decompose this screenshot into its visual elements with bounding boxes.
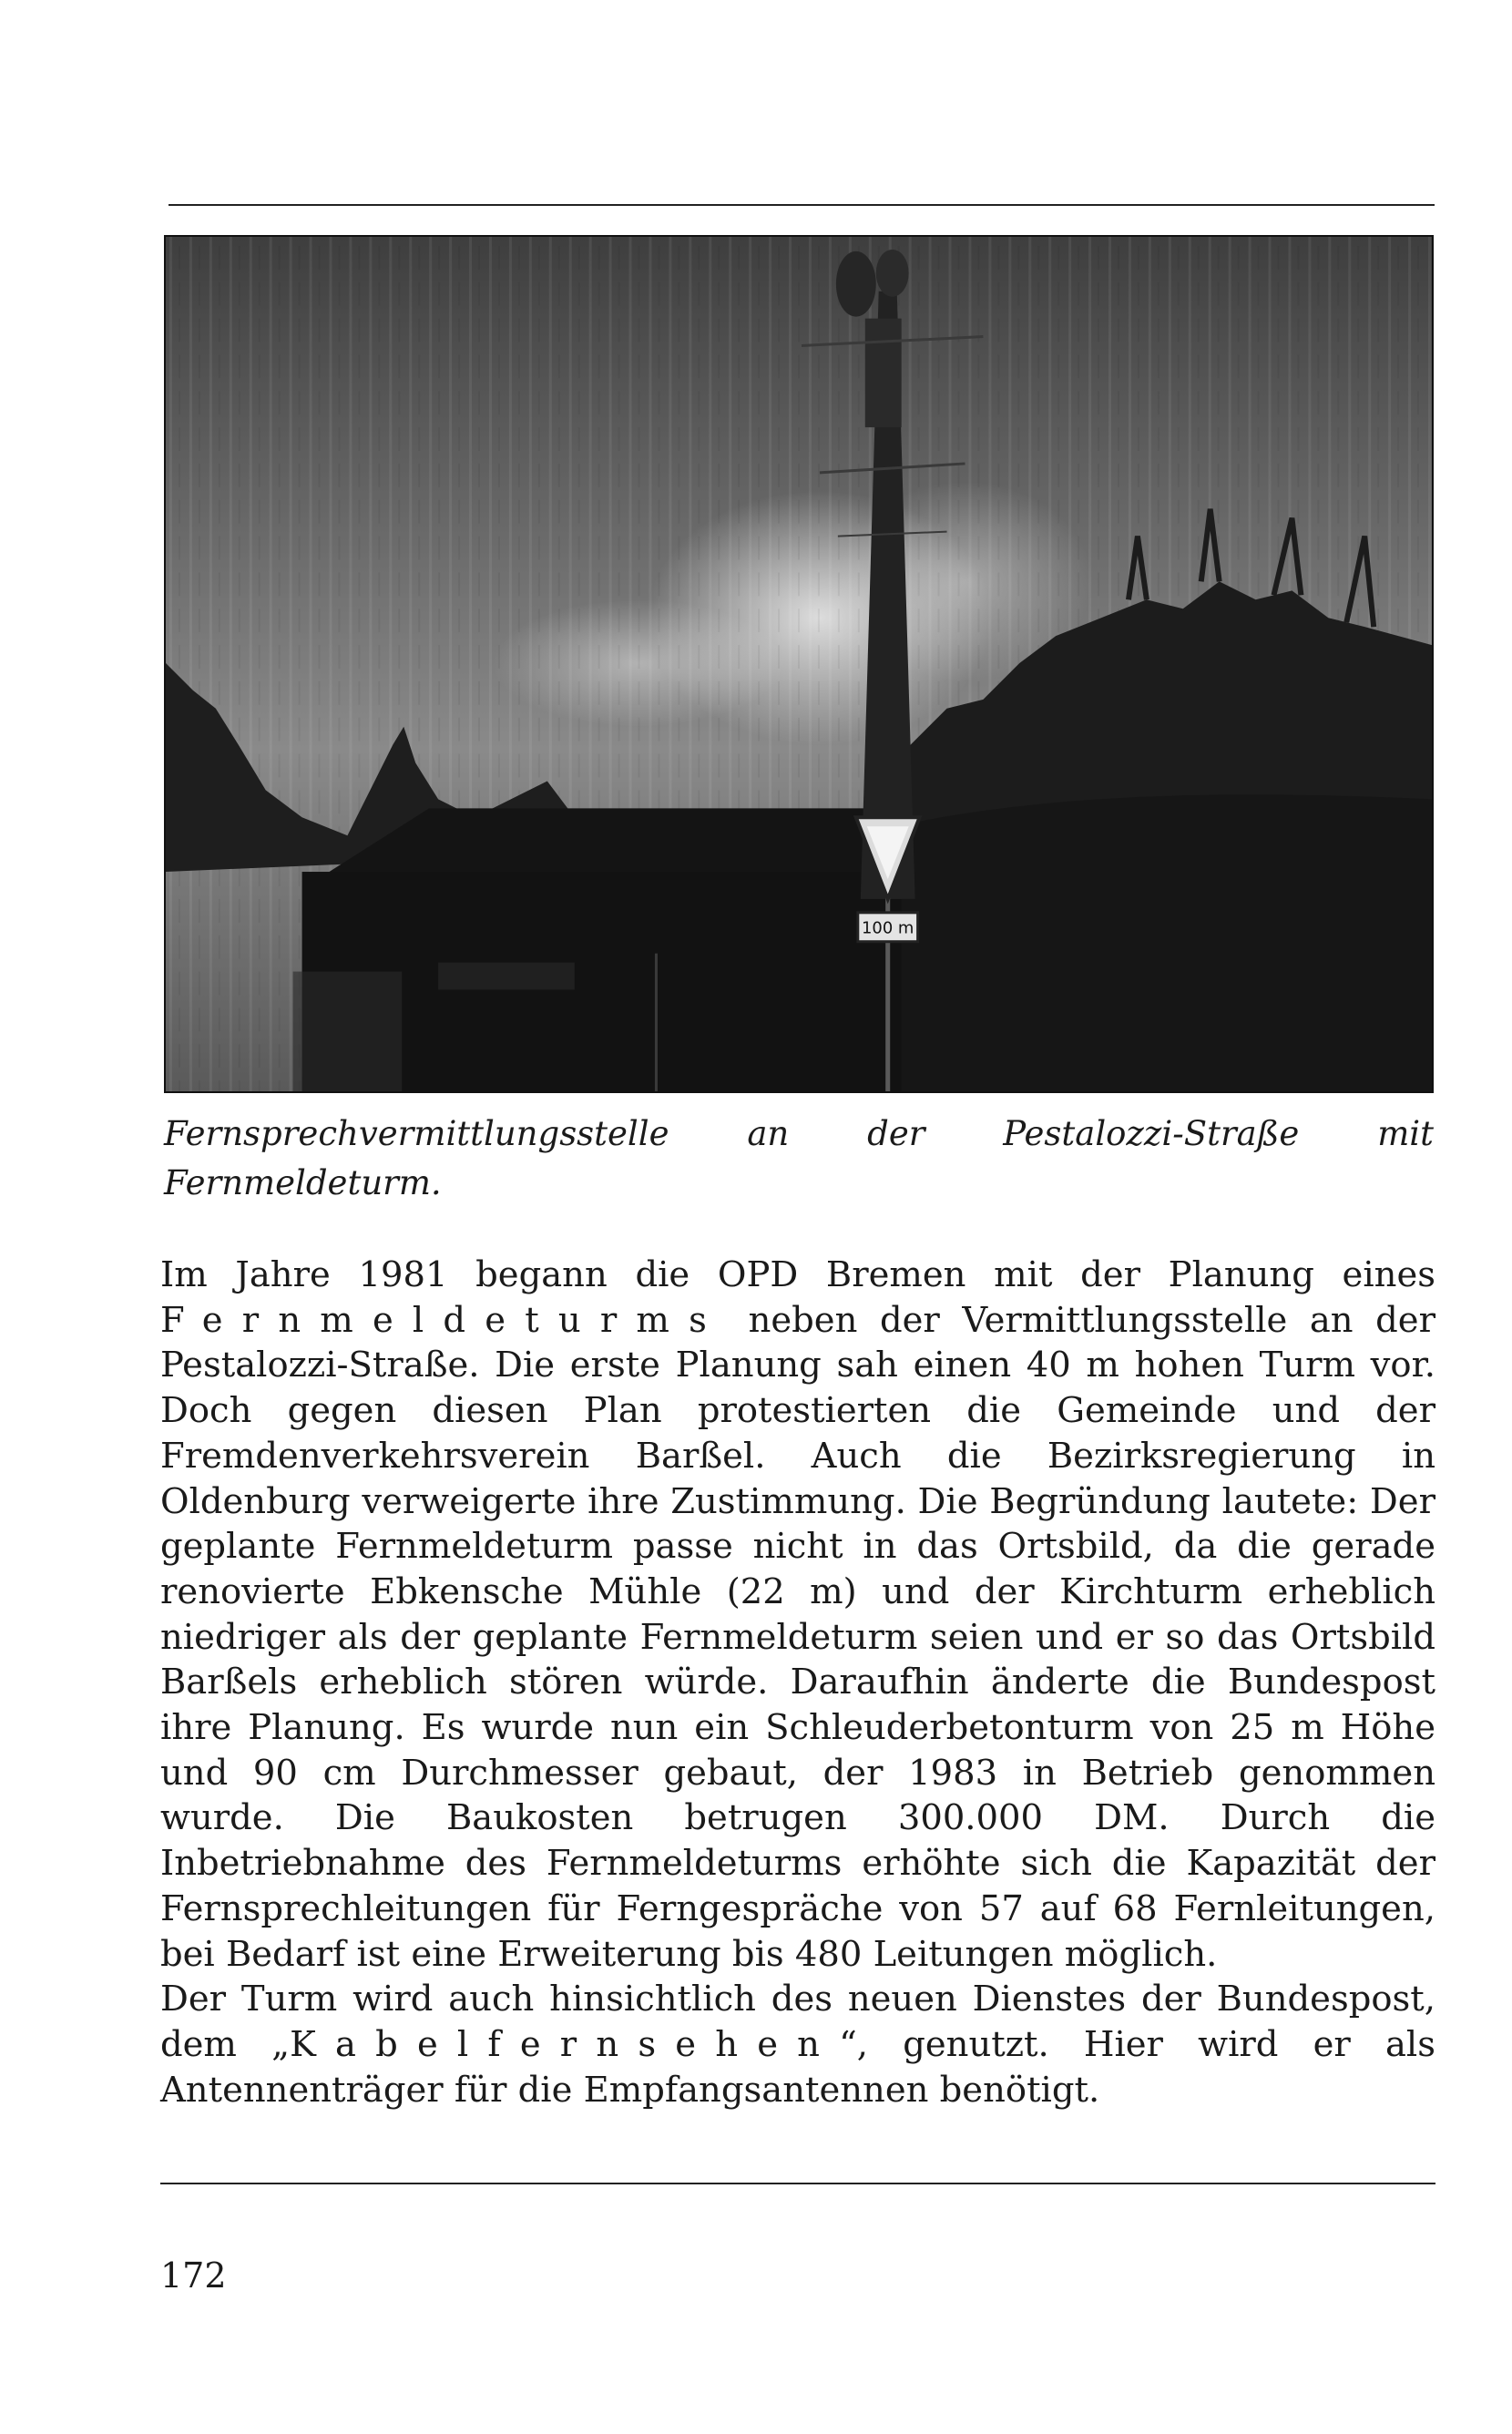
spaced-term-fernmeldeturms: Fernmeldeturms xyxy=(160,1299,727,1341)
sign-text: 100 m xyxy=(862,918,914,938)
photo-telecom-tower xyxy=(164,235,1434,1093)
paragraph-2: Der Turm wird auch hinsichtlich des neuen Dienstes der Bundespost, dem „Kabelfernsehen“, genutzt. Hier wird er als Antennenträger für die Empfangsantennen benötigt. xyxy=(160,1979,1436,2111)
page-number: 172 xyxy=(160,2255,227,2296)
body-text xyxy=(160,1253,1435,2112)
spaced-term-kabelfernsehen: Kabelfernsehen xyxy=(290,2023,840,2065)
photo-caption: Fernsprechvermittlungsstelle an der Pestalozzi-Straße mit Fernmeldeturm. xyxy=(164,1114,1434,1202)
photo-icon xyxy=(166,237,1432,1091)
top-rule xyxy=(169,204,1435,206)
paragraph-1: Im Jahre 1981 begann die OPD Bremen mit der Planung eines Fernmeldeturms neben der Vermittlungsstelle an der Pestalozzi-Straße. Die erste Planung sah einen 40 m hohen Turm vor. Doch gegen diesen Plan protestierten die Gemeinde und der Fremdenverkehrsverein Barßel. Auch die Bezirksregierung in Oldenburg verweigerte ihre Zustimmung. Die Begründung lautete: Der geplante Fernmeldeturm passe nicht in das Ortsbild, da die gerade renovierte Ebkensche Mühle (22 m) und der Kirchturm erheblich niedriger als der geplante Fernmeldeturm seien und er so das Ortsbild Barßels erheblich stören würde. Daraufhin änderte die Bundespost ihre Planung. Es wurde nun ein Schleuderbetonturm von 25 m Höhe und 90 cm Durchmesser gebaut, der 1983 in Betrieb genommen wurde. Die Baukosten betrugen 300.000 DM. Durch die Inbetriebnahme des Fernmeldeturms erhöhte sich die Kapazität der Fernsprechleitungen für Ferngespräche von 57 auf 68 Fernleitungen, bei Bedarf ist eine Erweiterung bis 480 Leitungen möglich. xyxy=(160,1254,1435,1975)
bottom-rule xyxy=(160,2183,1435,2184)
